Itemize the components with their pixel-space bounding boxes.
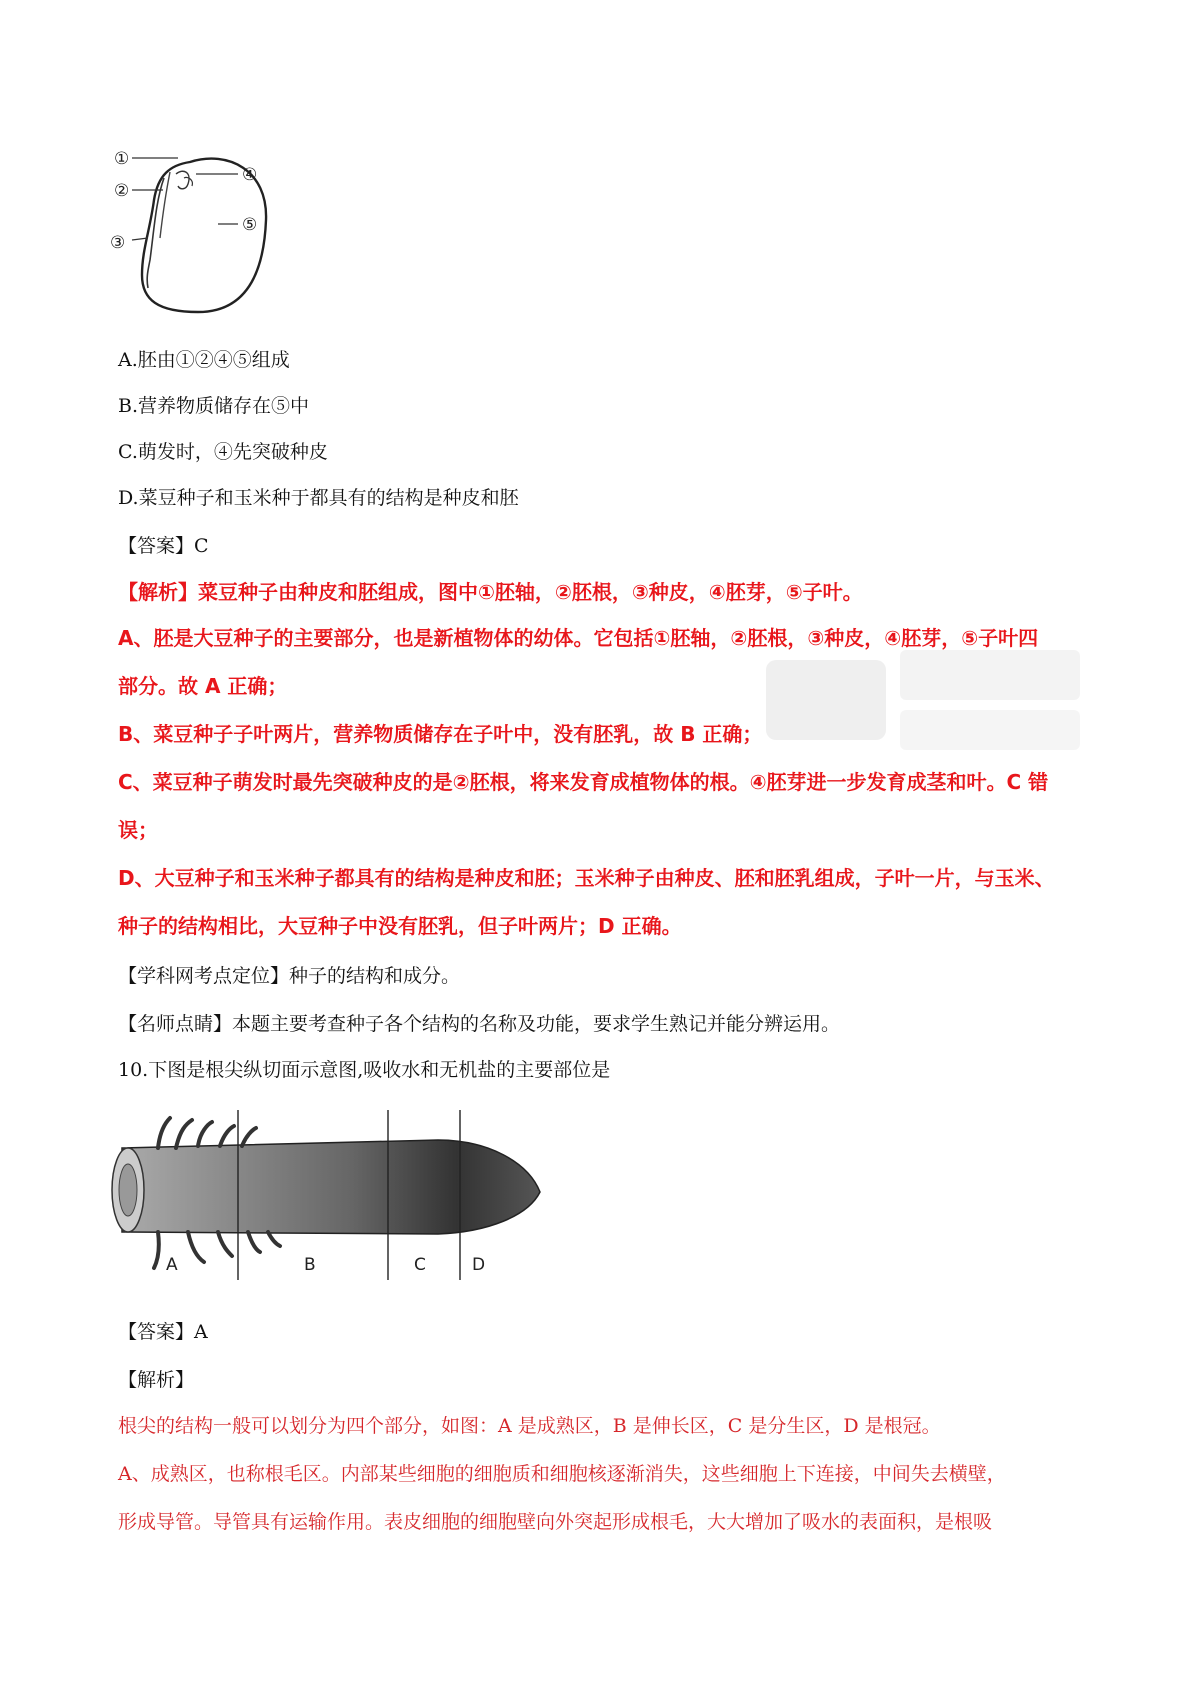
q9-analysis-line-6: 误； — [118, 818, 158, 842]
option-a: A.胚由①②④⑤组成 — [118, 349, 290, 371]
watermark-stamp — [760, 640, 1090, 770]
q10-question: 10.下图是根尖纵切面示意图,吸收水和无机盐的主要部位是 — [118, 1059, 611, 1081]
q9-analysis-line-2: A、胚是大豆种子的主要部分，也是新植物体的幼体。它包括①胚轴，②胚根，③种皮，④胚芽，⑤子叶四 — [118, 626, 1039, 650]
option-c: C.萌发时，④先突破种皮 — [118, 441, 328, 463]
seed-label-1: ① — [114, 150, 130, 169]
q10-analysis-line-1: 根尖的结构一般可以划分为四个部分，如图：A 是成熟区，B 是伸长区，C 是分生区，D 是根冠。 — [118, 1415, 941, 1437]
q9-analysis-line-3: 部分。故 A 正确； — [118, 674, 288, 698]
root-label-a: A — [166, 1255, 178, 1275]
seed-label-2: ② — [114, 181, 130, 201]
q9-answer: 【答案】C — [118, 535, 209, 557]
q9-analysis-line-7: D、大豆种子和玉米种子都具有的结构是种皮和胚；玉米种子由种皮、胚和胚乳组成，子叶一片，与玉米、 — [118, 866, 1055, 890]
root-label-c: C — [414, 1255, 426, 1275]
q9-dianjing: 【名师点睛】本题主要考查种子各个结构的名称及功能，要求学生熟记并能分辨运用。 — [118, 1013, 841, 1035]
q9-analysis-line-1: 【解析】菜豆种子由种皮和胚组成，图中①胚轴，②胚根，③种皮，④胚芽，⑤子叶。 — [118, 580, 863, 604]
root-tip-figure — [108, 1100, 548, 1290]
q9-analysis-line-8: 种子的结构相比，大豆种子中没有胚乳，但子叶两片；D 正确。 — [118, 914, 682, 938]
q10-analysis-line-2: A、成熟区，也称根毛区。内部某些细胞的细胞质和细胞核逐渐消失，这些细胞上下连接，中间失去横壁， — [118, 1463, 1006, 1485]
root-label-d: D — [472, 1255, 486, 1275]
option-d: D.菜豆种子和玉米种于都具有的结构是种皮和胚 — [118, 487, 519, 509]
bean-seed-figure — [108, 150, 298, 320]
q9-analysis-line-5: C、菜豆种子萌发时最先突破种皮的是②胚根，将来发育成植物体的根。④胚芽进一步发育成茎和叶。C 错 — [118, 770, 1049, 794]
q10-answer: 【答案】A — [118, 1321, 208, 1343]
q10-analysis-head: 【解析】 — [118, 1369, 195, 1391]
q9-kaodian: 【学科网考点定位】种子的结构和成分。 — [118, 965, 461, 987]
seed-label-5: ⑤ — [242, 215, 258, 235]
q9-analysis-line-4: B、菜豆种子子叶两片，营养物质储存在子叶中，没有胚乳，故 B 正确； — [118, 722, 763, 746]
option-b: B.营养物质储存在⑤中 — [118, 395, 310, 417]
seed-label-4: ④ — [242, 165, 258, 185]
root-label-b: B — [304, 1255, 316, 1275]
seed-label-3: ③ — [110, 233, 126, 253]
q10-analysis-line-3: 形成导管。导管具有运输作用。表皮细胞的细胞壁向外突起形成根毛，大大增加了吸水的表面积，是根吸 — [118, 1511, 993, 1533]
